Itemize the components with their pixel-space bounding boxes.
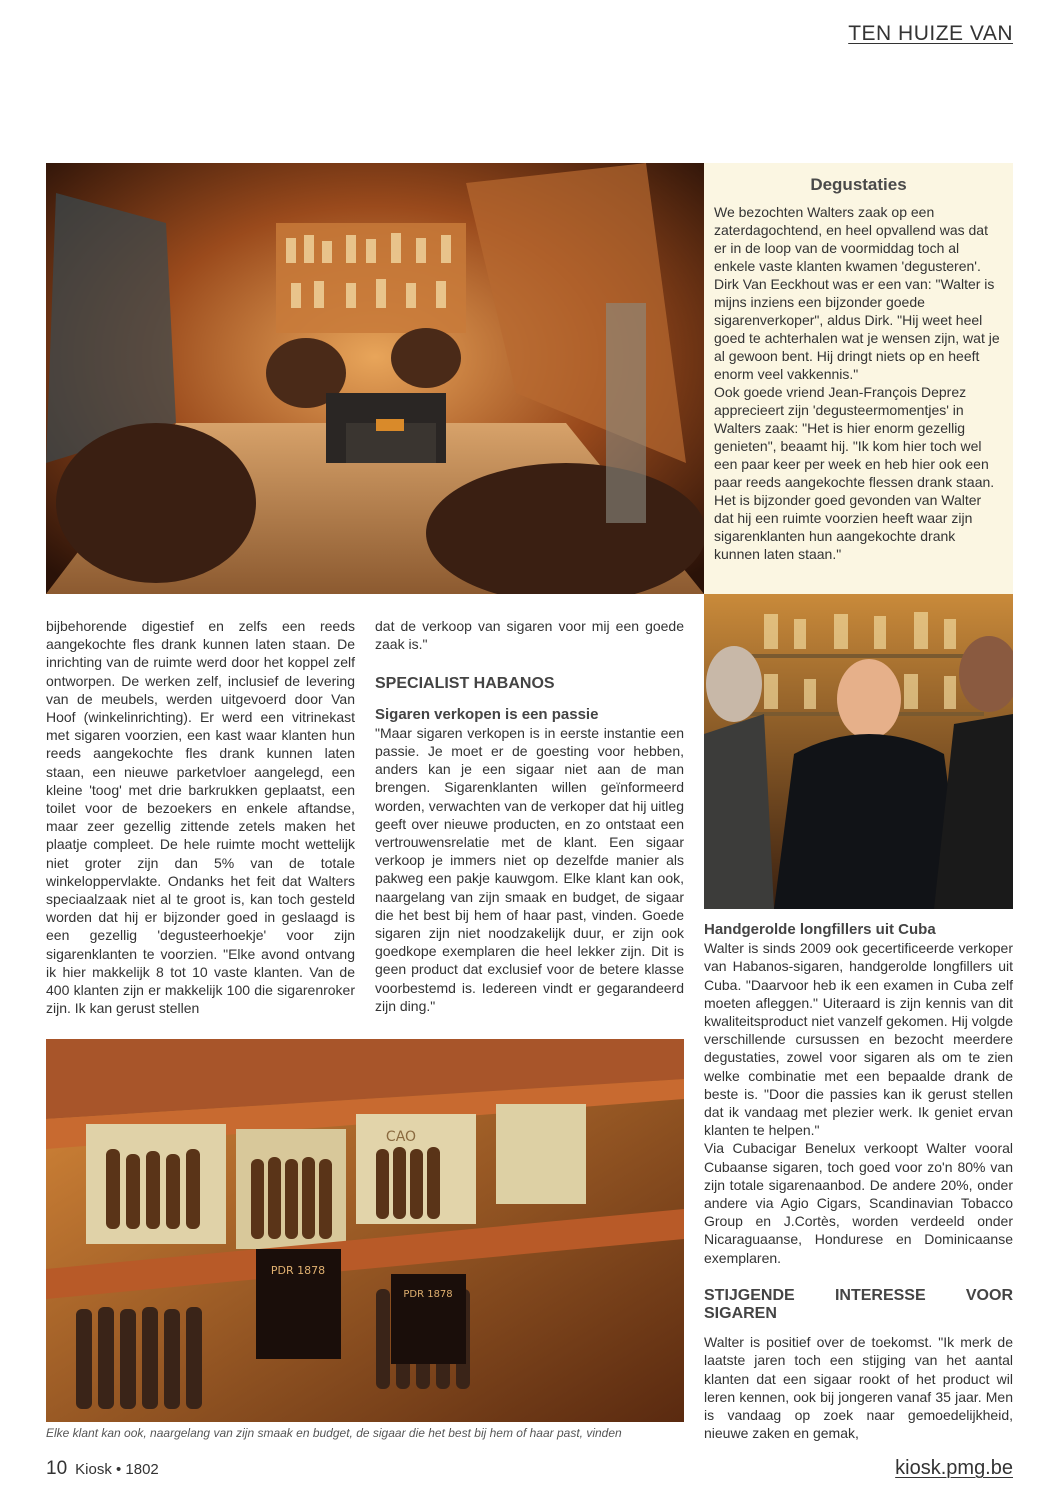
column-1-text: bijbehorende digestief en zelfs een reeds aangekochte fles drank kunnen laten staan. De inrichting van de ruimte werd door het koppel zelf ontworpen. De werken zelf, inclusief de levering van de meubels, werden uitgevoerd door Van Hoof (winkelinrichting). Er werd een vitrinekast met sigaren voorzien, een kast waar klanten hun reeds aangekochte fles drank kunnen laten staan, een nieuwe parketvloer aangelegd, een kleine 'toog' met drie barkrukken geplaatst, een toilet voor de bezoekers en enkele aftandse, maar zeer gezellig zittende zetels maken het plaatje compleet. De hele ruimte mocht wettelijk niet groter zijn dan 5% van de totale winkeloppervlakte. Ondanks het feit dat Walters speciaalzaak niet al te groot is, kan toch gesteld worden dat hij er bijzonder goed in geslaagd is een gezellig 'degusteerhoekje' voor zijn sigarenklanten te voorzien. "Elke avond ontvang ik hier makkelijk 8 tot 10 vaste klanten. Van de 400 klanten zijn er makkelijk 100 die sigarenroker zijn. Ik kan gerust stellen: [46, 618, 355, 1017]
column-2: [375, 617, 684, 1015]
column-3-text: Walter is sinds 2009 ook gecertificeerde verkoper van Habanos-sigaren, handgerolde longfillers uit Cuba. "Daarvoor heb ik een examen in Cuba zelf moeten afleggen." Uiteraard is zijn kennis van dit kwaliteitsproduct niet vanzelf gekomen. Hij volgde verschillende cursussen en bezocht meerdere degustaties, zowel voor sigaren als om te zien welke combinatie met een bepaalde drank de beste is. "Door die passies kan ik gerust stellen dat ik vandaag met plezier werk. Ik geniet ervan klanten te helpen." Via Cubacigar Benelux verkoopt Walter vooral Cubaanse sigaren, toch goed voor zo'n 80% van zijn totale sigarenaanbod. De andere 20%, onder andere via Agio Cigars, Scandinavian Tobacco Group en J.Cortès, worden verdeeld onder Nicaraguaanse, Hondurese en Dominicaanse exemplaren.: [704, 940, 1013, 1266]
cigar-label-1: PDR 1878: [270, 1264, 326, 1277]
photo-caption: Elke klant kan ook, naargelang van zijn smaak en budget, de sigaar die het best bij hem of haar past, vinden: [46, 1426, 622, 1440]
degustaties-sidebar: [704, 163, 1013, 594]
column-3-text-2: Walter is positief over de toekomst. "Ik merk de laatste jaren toch een stijging van het aantal klanten dat een sigaar rookt of het product wil leren kennen, ook bij jongeren vanaf 35 jaar. Men is vandaag op zoek naar gemoedelijkheid, nieuwe zaken en gemak,: [704, 1334, 1013, 1442]
magazine-issue: Kiosk • 1802: [75, 1461, 159, 1478]
lounge-photo: [46, 163, 704, 594]
column-1: [46, 617, 355, 1017]
column-2-intro: dat de verkoop van sigaren voor mij een goede zaak is.": [375, 618, 684, 653]
column-3: [704, 921, 1013, 1442]
cigars-photo: [46, 1039, 684, 1422]
subheading-longfillers: Handgerolde longfillers uit Cuba: [704, 921, 936, 938]
box-label: CAO: [385, 1129, 417, 1145]
section-heading-specialist: SPECIALIST HABANOS: [375, 675, 555, 693]
footer-left: [46, 1458, 159, 1480]
sidebar-text: We bezochten Walters zaak op een zaterdagochtend, en heel opvallend was dat er in de loop van de voormiddag toch al enkele vaste klanten kwamen 'degusteren'. Dirk Van Eeckhout was er een van: "Walter is mijns inziens een bijzonder goede sigarenverkoper", aldus Dirk. "Hij weet heel goed te achterhalen wat je wensen zijn, wat je al gewoon bent. Hij dringt niets op en heeft enorm veel vakkennis." Ook goede vriend Jean-François Deprez apprecieert zijn 'degusteermomentjes' in Walters zaak: "Het is hier enorm gezellig genieten", beaamt hij. "Ik kom hier toch wel een paar keer per week en heb hier ook een paar reeds aangekochte flessen drank staan. Het is bijzonder goed gevonden van Walter dat hij een ruimte voorzien heeft waar zijn sigarenklanten hun aangekochte drank kunnen laten staan.": [714, 204, 1000, 562]
section-heading-interesse: STIJGENDE INTERESSE VOOR SIGAREN: [704, 1286, 1013, 1323]
footer-url[interactable]: kiosk.pmg.be: [895, 1457, 1013, 1479]
subheading-passie: Sigaren verkopen is een passie: [375, 705, 599, 723]
column-2-text: "Maar sigaren verkopen is in eerste instantie een passie. Je moet er de goesting voor hebben, anders kan je een sigaar niet aan de man brengen. Sigarenklanten willen geïnformeerd worden, verwachten van de verkoper dat hij uitleg geeft over nieuwe producten, en zo ontstaat een vertrouwensrelatie met de klant. Een sigaar verkoop je immers niet op dezelfde manier als pakweg een pakje kauwgom. Elke klant kan ook, naargelang van zijn smaak en budget, de sigaar die het best bij hem of haar past, vinden. Goede sigaren zijn niet noodzakelijk duur, er zijn ook goedkope exemplaren die heel lekker zijn. Dit is geen product dat exclusief voor de betere klasse voorbestemd is. Iedereen vindt er gegarandeerd zijn ding.": [375, 724, 684, 1014]
page-number: 10: [46, 1458, 68, 1479]
people-photo: [704, 594, 1013, 909]
sidebar-title: Degustaties: [810, 175, 907, 194]
section-header: TEN HUIZE VAN: [848, 22, 1013, 45]
cigar-label-2: PDR 1878: [403, 1289, 453, 1300]
